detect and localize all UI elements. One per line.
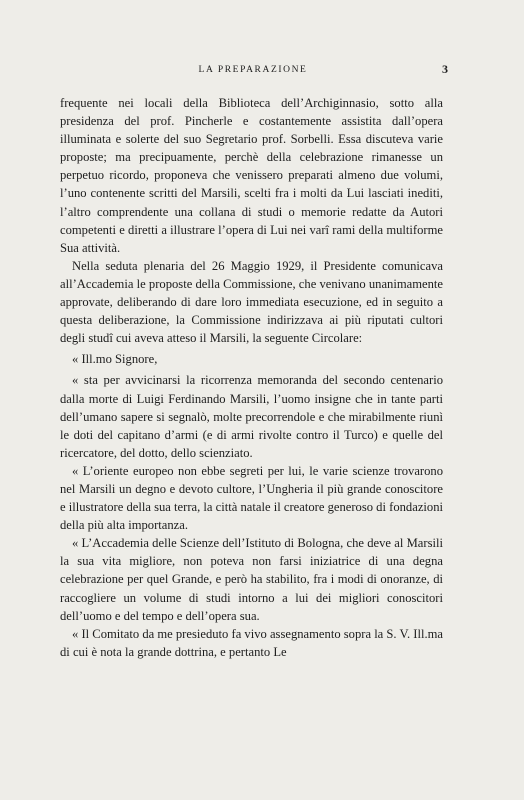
circular-paragraph: « L’Accademia delle Scienze dell’Istituto di Bologna, che deve al Marsili la sua vita migliore, non poteva non farsi iniziatrice di una degna celebrazione per quel Grande, e però ha stabilito, fra i modi di onoranze, di raccogliere un volume di studi intorno a lui dei migliori conoscitori dell’uomo e del tempo e dell’opera sua. <box>60 536 443 623</box>
paragraph-seduta: Nella seduta plenaria del 26 Maggio 1929, il Presidente comunicava all’Accademia le proposte della Commissione, che venivano unanimamente approvate, deliberando di dare loro immediata esecuzione, ed in seguito a questa deliberazione, la Commissione indirizzava ai più riputati cultori degli studî cui aveva atteso il Marsili, la seguente Circolare: <box>60 258 443 346</box>
running-title: LA PREPARAZIONE <box>198 65 308 75</box>
circular-salutation: « Ill.mo Signore, <box>72 352 158 367</box>
circular-paragraph: « sta per avvicinarsi la ricorrenza memoranda del secondo centenario dalla morte di Luigi Ferdinando Marsili, l’uomo insigne che in tante parti dell’umano sapere si segnalò, molte precorrendole e che mirabilmente riunì le doti del capitano d’armi (e di armi rivolte contro il Turco) e quelle del ricercatore, del dotto, dello scienziato. <box>60 373 443 460</box>
page-number: 3 <box>442 62 448 76</box>
body-text <box>60 94 443 661</box>
paragraph-continuation: frequente nei locali della Biblioteca dell’Archiginnasio, sotto alla presidenza del prof. Pincherle e costantemente assistita dall’opera illuminata e solerte del suo Segretario prof. Sorbelli. Essa discuteva varie proposte; ma precipuamente, perchè della celebrazione rimanesse un perpetuo ricordo, proponeva che venissero preparati almeno due volumi, l’uno contenente scritti del Marsili, scelti fra i molti da Lui lasciati inediti, l’altro comprendente una collana di studi o memorie redatte da Autori competenti e diretti a illustrare l’opera di Lui nei varî rami della multiforme Sua attività. <box>60 96 443 255</box>
circular-paragraph: « L’oriente europeo non ebbe segreti per lui, le varie scienze trovarono nel Marsili un degno e devoto cultore, l’Ungheria il più grande conoscitore e illustratore della sua terra, la città natale il creatore generoso di fondazioni della più alta importanza. <box>60 463 443 533</box>
circular-paragraph: « Il Comitato da me presieduto fa vivo assegnamento sopra la S. V. Ill.ma di cui è nota la grande dottrina, e pertanto Le <box>60 626 443 659</box>
running-header <box>60 62 446 78</box>
